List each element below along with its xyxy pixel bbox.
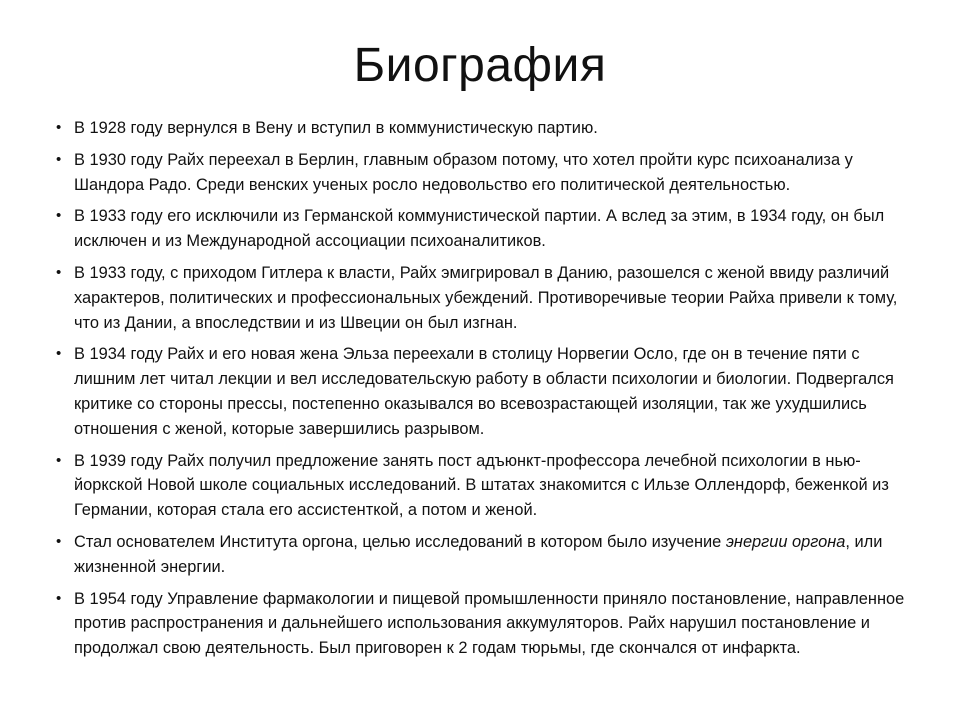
bullet-text-italic: энергии оргона <box>725 532 846 551</box>
bullet-text: В 1930 году Райх переехал в Берлин, главным образом потому, что хотел пройти курс психоанализа у Шандора Радо. Среди венских ученых росло недовольство его политической деятельностью. <box>74 150 853 194</box>
bullet-text: В 1939 году Райх получил предложение занять пост адъюнкт-профессора лечебной психологии в нью-йоркской Новой школе социальных исследований. В штатах знакомится с Ильзе Оллендорф, беженкой из Германии, которая стала его ассистенткой, а потом и женой. <box>74 451 889 520</box>
bullet-item <box>56 116 911 141</box>
bullet-item <box>56 342 911 441</box>
bullet-item <box>56 530 911 580</box>
bullet-dot-icon: • <box>56 345 62 363</box>
bullet-dot-icon: • <box>56 150 62 168</box>
bullet-item <box>56 204 911 254</box>
bullet-item <box>56 587 911 661</box>
bullet-item <box>56 148 911 198</box>
bullet-text: В 1933 году, с приходом Гитлера к власти, Райх эмигрировал в Данию, разошелся с женой ввиду различий характеров, политических и профессиональных убеждений. Противоречивые теории Райха привели к тому, что из Дании, а впоследствии и из Швеции он был изгнан. <box>74 263 898 332</box>
bullet-dot-icon: • <box>56 263 62 281</box>
bullet-dot-icon: • <box>56 451 62 469</box>
bullet-dot-icon: • <box>56 207 62 225</box>
bullet-dot-icon: • <box>56 589 62 607</box>
bullet-list <box>56 116 911 668</box>
bullet-text-before: Стал основателем Института оргона, целью исследований в котором было изучение <box>74 532 726 551</box>
bullet-dot-icon: • <box>56 532 62 550</box>
slide-title: Биография <box>353 39 607 92</box>
bullet-text: В 1954 году Управление фармакологии и пищевой промышленности приняло постановление, направленное против распространения и дальнейшего использования аккумуляторов. Райх нарушил постановление и продолжал свою деятельность. Был приговорен к 2 годам тюрьмы, где скончался от инфаркта. <box>74 589 905 658</box>
bullet-text: В 1928 году вернулся в Вену и вступил в коммунистическую партию. <box>74 119 598 137</box>
bullet-item <box>56 261 911 335</box>
bullet-text: В 1934 году Райх и его новая жена Эльза переехали в столицу Норвегии Осло, где он в течение пяти с лишним лет читал лекции и вел исследовательскую работу в области психологии и биологии. Подвергался критике со стороны прессы, постепенно оказывался во всевозрастающей изоляции, так же ухудшились отношения с женой, которые завершились разрывом. <box>74 345 894 438</box>
bullet-text: В 1933 году его исключили из Германской коммунистической партии. А вслед за этим, в 1934 году, он был исключен и из Международной ассоциации психоаналитиков. <box>74 207 885 251</box>
bullet-text-after: , или жизненной энергии. <box>74 532 883 576</box>
bullet-dot-icon: • <box>56 119 62 136</box>
bullet-item <box>56 449 911 523</box>
